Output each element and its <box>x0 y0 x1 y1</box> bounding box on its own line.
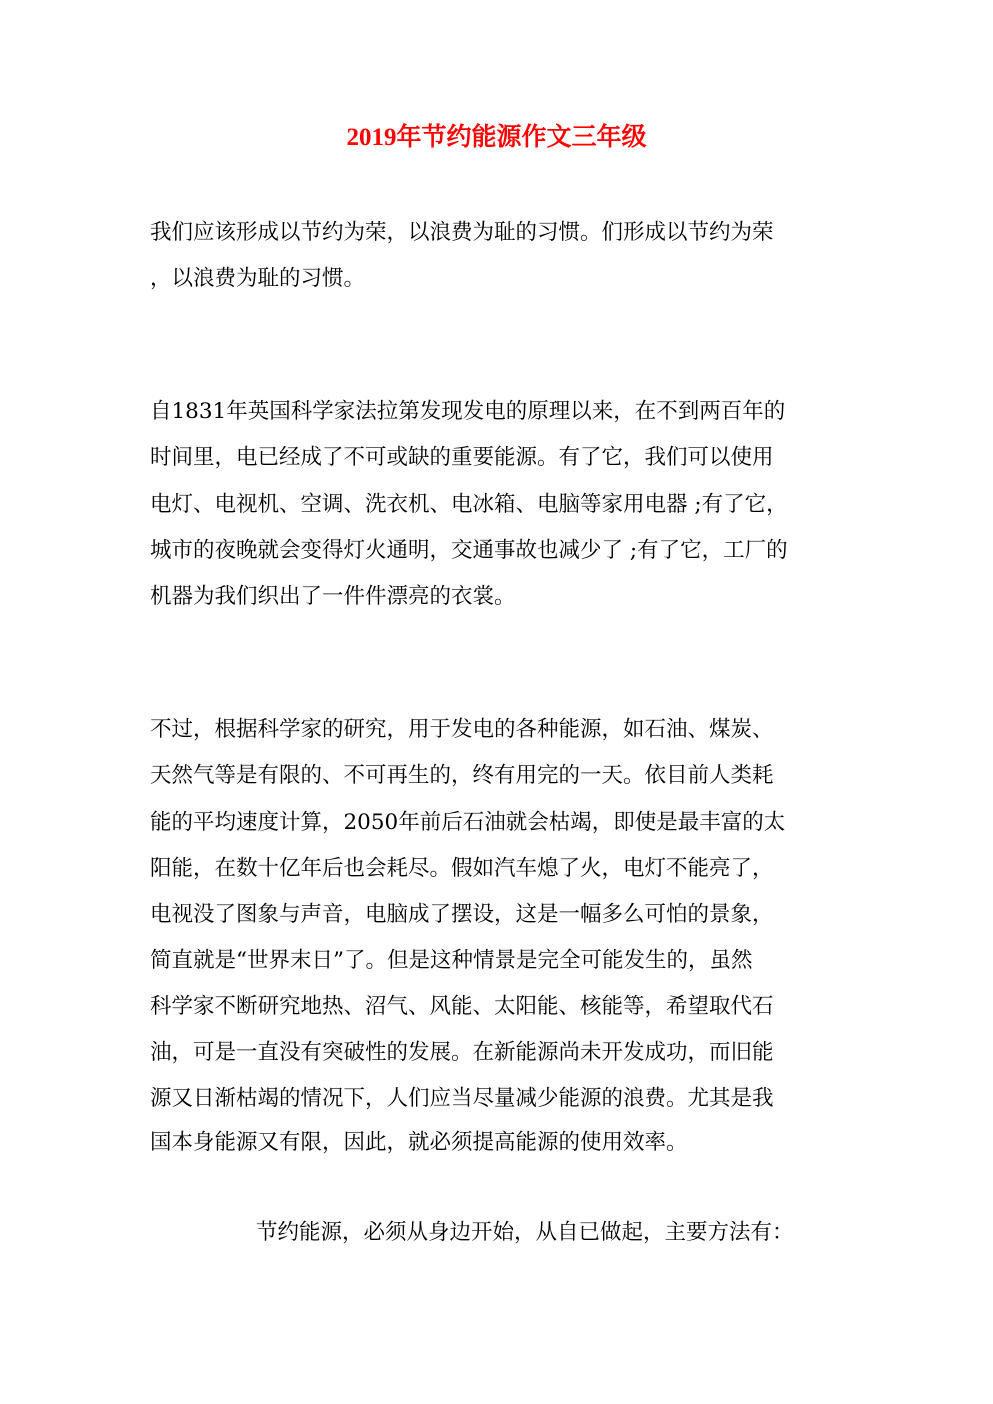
text-line: ，以浪费为耻的习惯。 <box>150 266 366 291</box>
text-line: 城市的夜晚就会变得灯火通明，交通事故也减少了 ;有了它，工厂的 <box>150 538 788 563</box>
text-line: 我们应该形成以节约为荣，以浪费为耻的习惯。们形成以节约为荣 <box>150 220 774 245</box>
text-line: 简直就是“世界末日”了。但是这种情景是完全可能发生的，虽然 <box>150 948 753 973</box>
text-line: 科学家不断研究地热、沼气、风能、太阳能、核能等，希望取代石 <box>150 994 774 1019</box>
text-line: 电视没了图象与声音，电脑成了摆设，这是一幅多么可怕的景象， <box>150 902 774 927</box>
text-line: 油，可是一直没有突破性的发展。在新能源尚未开发成功，而旧能 <box>150 1040 774 1065</box>
text-line: 时间里，电已经成了不可或缺的重要能源。有了它，我们可以使用 <box>150 445 774 470</box>
document-title: 2019年节约能源作文三年级 <box>346 124 647 151</box>
text-line: 电灯、电视机、空调、洗衣机、电冰箱、电脑等家用电器 ;有了它， <box>150 492 788 517</box>
text-line: 源又日渐枯竭的情况下，人们应当尽量减少能源的浪费。尤其是我 <box>150 1086 774 1111</box>
text-line: 天然气等是有限的、不可再生的，终有用完的一天。依目前人类耗 <box>150 763 774 788</box>
text-line: 节约能源，必须从身边开始，从自已做起，主要方法有： <box>256 1220 794 1245</box>
text-line: 能的平均速度计算，2050年前后石油就会枯竭，即使是最丰富的太 <box>150 810 786 835</box>
text-line: 不过，根据科学家的研究，用于发电的各种能源，如石油、煤炭、 <box>150 717 774 742</box>
text-line: 自1831年英国科学家法拉第发现发电的原理以来，在不到两百年的 <box>150 399 786 424</box>
text-line: 阳能，在数十亿年后也会耗尽。假如汽车熄了火，电灯不能亮了， <box>150 856 774 881</box>
text-line: 机器为我们织出了一件件漂亮的衣裳。 <box>150 584 516 609</box>
text-line: 国本身能源又有限，因此，就必须提高能源的使用效率。 <box>150 1130 688 1155</box>
